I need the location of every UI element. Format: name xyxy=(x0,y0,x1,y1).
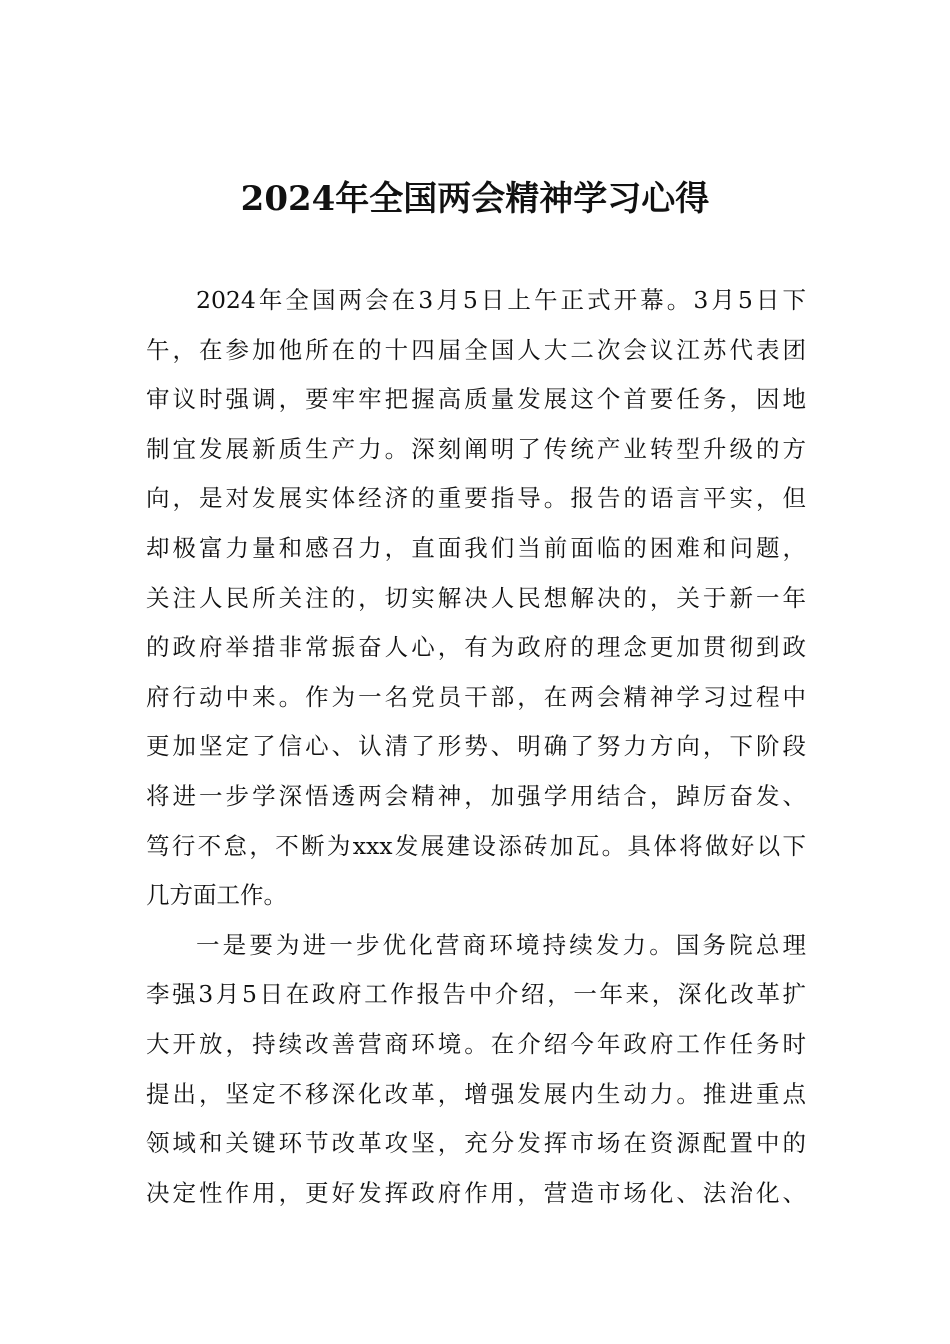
paragraph-1-line-13: 几方面工作。 xyxy=(146,881,287,910)
paragraph-1-line-2: 午，在参加他所在的十四届全国人大二次会议江苏代表团 xyxy=(146,335,806,364)
paragraph-2-line-3: 大开放，持续改善营商环境。在介绍今年政府工作任务时 xyxy=(146,1029,806,1058)
paragraph-1-line-9: 府行动中来。作为一名党员干部，在两会精神学习过程中 xyxy=(146,682,806,711)
paragraph-1-line-12: 笃行不怠，不断为xxx发展建设添砖加瓦。具体将做好以下 xyxy=(146,831,806,860)
paragraph-2-line-1: 一是要为进一步优化营商环境持续发力。国务院总理 xyxy=(196,930,806,959)
document-title: 2024年全国两会精神学习心得 xyxy=(240,179,710,219)
paragraph-1-line-11: 将进一步学深悟透两会精神，加强学用结合，踔厉奋发、 xyxy=(146,781,806,810)
paragraph-2-line-4: 提出，坚定不移深化改革，增强发展内生动力。推进重点 xyxy=(146,1079,806,1108)
paragraph-1-line-1: 2024年全国两会在3月5日上午正式开幕。3月5日下 xyxy=(196,286,806,314)
paragraph-2-line-6: 决定性作用，更好发挥政府作用，营造市场化、法治化、 xyxy=(146,1178,806,1207)
paragraph-1-line-5: 向，是对发展实体经济的重要指导。报告的语言平实，但 xyxy=(146,484,806,513)
document-body xyxy=(146,276,806,1218)
paragraph-1-line-6: 却极富力量和感召力，直面我们当前面临的困难和问题， xyxy=(146,533,806,562)
paragraph-2-line-5: 领域和关键环节改革攻坚，充分发挥市场在资源配置中的 xyxy=(146,1129,806,1158)
paragraph-1-line-3: 审议时强调，要牢牢把握高质量发展这个首要任务，因地 xyxy=(146,385,806,414)
paragraph-1-line-4: 制宜发展新质生产力。深刻阐明了传统产业转型升级的方 xyxy=(146,434,806,463)
paragraph-1-line-10: 更加坚定了信心、认清了形势、明确了努力方向，下阶段 xyxy=(146,732,806,761)
paragraph-2-line-2: 李强3月5日在政府工作报告中介绍，一年来，深化改革扩 xyxy=(146,980,806,1009)
paragraph-1-line-7: 关注人民所关注的，切实解决人民想解决的，关于新一年 xyxy=(146,583,806,612)
paragraph-1-line-8: 的政府举措非常振奋人心，有为政府的理念更加贯彻到政 xyxy=(146,633,806,662)
